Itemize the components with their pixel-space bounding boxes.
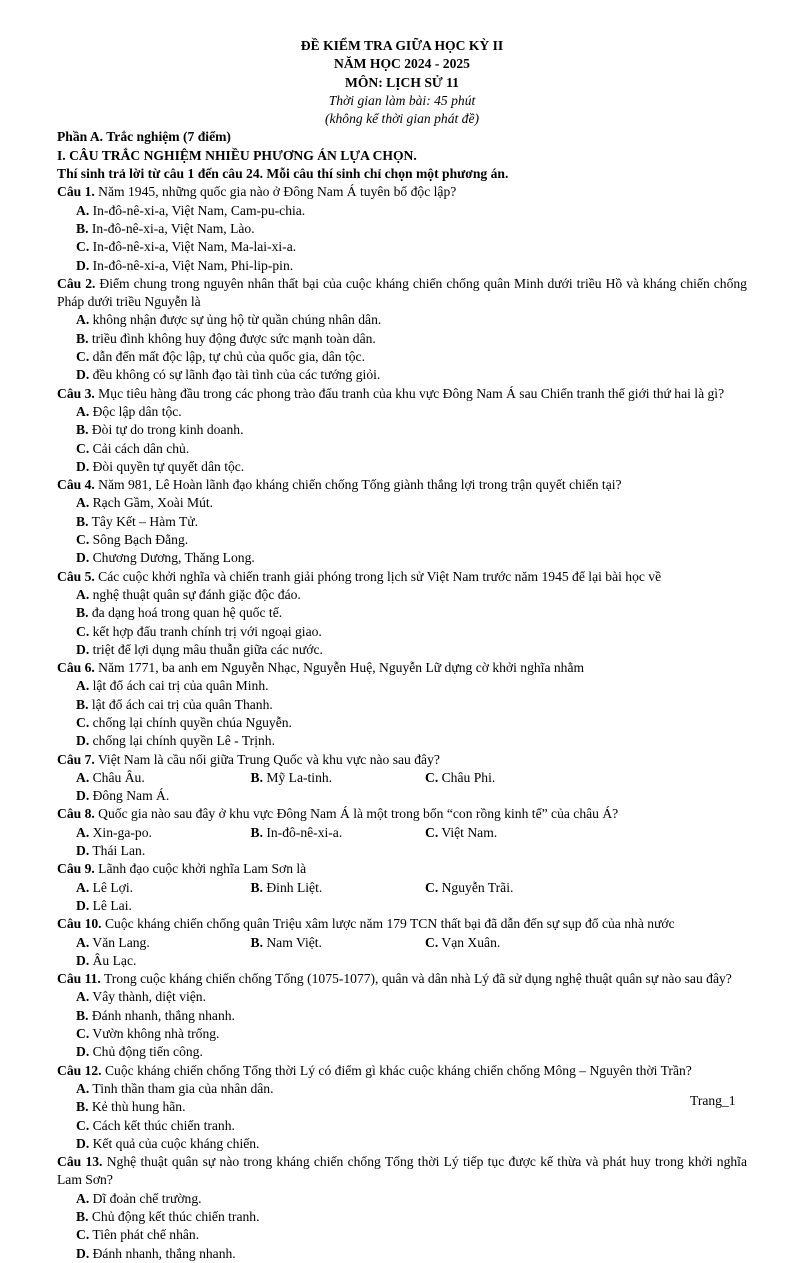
exam-page [57,37,747,1263]
answer-option [76,604,425,622]
option-list [57,1190,747,1263]
question [57,1153,747,1190]
answer-option [76,769,251,787]
option-text: lật đổ ách cai trị của quân Minh. [89,678,269,694]
option-letter: D. [76,257,90,273]
option-letter: B. [76,1209,89,1224]
option-list [57,202,747,275]
answer-option [76,202,425,220]
option-text: Mỹ La-tinh. [262,769,333,785]
option-text: đa dạng hoá trong quan hệ quốc tế. [88,605,283,621]
option-list [57,824,747,861]
option-letter: B. [76,1007,89,1023]
option-letter: A. [76,769,90,785]
answer-option [76,458,425,476]
option-text: Âu Lạc. [89,952,137,968]
answer-option [76,238,425,256]
question-text: Việt Nam là cầu nối giữa Trung Quốc và khu vực nào sau đây? [94,751,440,767]
answer-option [76,787,251,805]
option-text: Rạch Gầm, Xoài Mút. [89,495,214,511]
option-letter: D. [76,1135,90,1151]
answer-option [76,842,251,860]
answer-option [76,330,747,348]
option-text: Châu Phi. [438,769,496,785]
question-text: Các cuộc khởi nghĩa và chiến tranh giải phóng trong lịch sử Việt Nam trước năm 1945 để lại bài học về [94,568,662,584]
option-letter: C. [76,623,90,639]
option-text: Dĩ đoản chế trường. [89,1190,202,1206]
option-letter: A. [76,202,90,218]
answer-option [76,403,425,421]
option-text: không nhận được sự ủng hộ từ quần chúng nhân dân. [89,312,382,328]
answer-option [76,824,251,842]
option-text: Tiên phát chế nhân. [89,1227,200,1243]
question [57,385,747,403]
answer-option [76,1007,425,1025]
answer-option [76,1043,425,1061]
answer-option [425,879,600,897]
answer-option [76,714,425,732]
option-text: Cải cách dân chủ. [89,440,190,456]
option-list [57,494,747,567]
answer-option [76,879,251,897]
option-text: Châu Âu. [89,769,145,785]
option-text: In-đô-nê-xi-a, Việt Nam, Lào. [88,220,255,236]
option-letter: D. [76,641,90,657]
question-number: Câu 3. [57,385,95,401]
answer-option [76,311,747,329]
instruction: Thí sinh trả lời từ câu 1 đến câu 24. Mỗi câu thí sinh chỉ chọn một phương án. [57,166,509,182]
question-number: Câu 1. [57,184,95,200]
question [57,970,747,988]
answer-option [76,1135,425,1153]
question-number: Câu 2. [57,275,96,291]
answer-option [76,549,425,567]
option-letter: A. [76,824,90,840]
option-text: Đánh nhanh, thắng nhanh. [89,1245,236,1261]
option-list [57,988,747,1061]
answer-option [425,824,600,842]
question [57,476,747,494]
option-text: kết hợp đấu tranh chính trị với ngoại giao. [89,623,322,639]
option-letter: D. [76,843,90,859]
exam-header [57,37,747,128]
question [57,805,747,823]
question-number: Câu 13. [57,1154,103,1170]
option-text: Sông Bạch Đằng. [89,532,189,548]
answer-option [425,934,600,952]
option-list [57,934,747,971]
answer-option [76,421,425,439]
option-letter: C. [76,440,90,456]
question-number: Câu 5. [57,568,95,584]
option-text: Cách kết thúc chiến tranh. [89,1117,235,1133]
question-number: Câu 4. [57,477,95,493]
option-text: Lê Lai. [89,897,132,913]
answer-option [76,988,425,1006]
option-text: Tây Kết – Hàm Tử. [88,513,199,529]
option-letter: B. [250,824,263,840]
option-letter: D. [76,1044,90,1060]
question-text: Năm 1945, những quốc gia nào ở Đông Nam Á tuyên bố độc lập? [94,184,457,200]
question [57,751,747,769]
question [57,568,747,586]
question-number: Câu 9. [57,861,95,877]
option-letter: D. [76,367,90,383]
option-list [57,586,747,659]
option-letter: C. [76,349,90,365]
option-letter: C. [76,1117,90,1133]
option-text: dẫn đến mất độc lập, tự chủ của quốc gia, dân tộc. [89,349,365,365]
time-note: (không kể thời gian phát đề) [324,111,480,127]
option-text: Chủ động kết thúc chiến tranh. [88,1209,260,1224]
option-letter: B. [76,1099,89,1115]
option-text: triệt để lợi dụng mâu thuẫn giữa các nước. [89,641,323,657]
question [57,275,747,312]
option-text: In-đô-nê-xi-a, Việt Nam, Phi-lip-pin. [89,257,294,273]
question [57,1062,747,1080]
option-letter: A. [76,934,90,950]
option-text: In-đô-nê-xi-a, Việt Nam, Ma-lai-xi-a. [89,239,297,255]
option-list [57,311,747,384]
answer-option [76,641,425,659]
question-number: Câu 11. [57,971,101,987]
option-letter: D. [76,733,90,749]
option-letter: C. [425,769,439,785]
option-letter: B. [76,330,89,346]
question-number: Câu 10. [57,916,102,932]
answer-option [251,824,426,842]
answer-option [76,348,747,366]
option-letter: A. [76,1080,90,1096]
option-letter: B. [250,934,263,950]
option-text: Thái Lan. [89,843,146,859]
question-text: Quốc gia nào sau đây ở khu vực Đông Nam Á là một trong bốn “con rồng kinh tế” của châu Á? [94,806,619,822]
option-letter: C. [76,714,90,730]
option-letter: B. [76,513,89,529]
answer-option [76,1098,425,1116]
answer-option [76,220,425,238]
option-letter: D. [76,788,90,804]
time-limit: Thời gian làm bài: 45 phút [328,92,476,108]
option-text: Kẻ thù hung hãn. [88,1099,186,1115]
option-letter: C. [425,824,439,840]
option-text: lật đổ ách cai trị của quân Thanh. [88,696,273,712]
answer-option [76,623,425,641]
option-letter: C. [76,239,90,255]
question-text: Mục tiêu hàng đầu trong các phong trào đấu tranh của khu vực Đông Nam Á sau Chiến tranh thế giới thứ hai là gì? [94,385,725,401]
option-letter: B. [76,220,89,236]
question-text: Năm 981, Lê Hoàn lãnh đạo kháng chiến chống Tống giành thắng lợi trong trận quyết chiến tại? [94,477,622,493]
question-number: Câu 7. [57,751,95,767]
answer-option [76,513,425,531]
option-letter: C. [425,934,439,950]
option-text: Vạn Xuân. [438,934,501,950]
option-text: Đánh nhanh, thắng nhanh. [88,1007,235,1023]
school-year: NĂM HỌC 2024 - 2025 [334,56,470,72]
option-letter: B. [250,879,263,895]
question-text: Nghệ thuật quân sự nào trong kháng chiến chống Tống thời Lý tiếp tục được kế thừa và phát huy trong khởi nghĩa Lam Sơn? [57,1154,747,1188]
option-letter: B. [250,769,263,785]
question [57,915,747,933]
option-letter: D. [76,458,90,474]
option-letter: C. [76,532,90,548]
option-text: Đòi quyền tự quyết dân tộc. [89,458,245,474]
question-number: Câu 6. [57,660,95,676]
answer-option [76,586,425,604]
option-text: chống lại chính quyền chúa Nguyễn. [89,714,292,730]
answer-option [76,1025,425,1043]
option-letter: A. [76,495,90,511]
option-text: Tinh thần tham gia của nhân dân. [89,1080,274,1096]
option-letter: B. [76,696,89,712]
question [57,659,747,677]
option-letter: A. [76,403,90,419]
option-letter: C. [76,1227,90,1243]
exam-title: ĐỀ KIỂM TRA GIỮA HỌC KỲ II [300,38,504,53]
question-text: Trong cuộc kháng chiến chống Tống (1075-1077), quân và dân nhà Lý đã sử dụng nghệ thuật quân sự nào sau đây? [100,971,732,987]
answer-option [76,952,251,970]
question [57,183,747,201]
option-text: Đòi tự do trong kinh doanh. [88,422,244,438]
option-letter: A. [76,1190,90,1206]
question-text: Cuộc kháng chiến chống Tống thời Lý có điểm gì khác cuộc kháng chiến chống Mông – Nguyên thời Trần? [101,1062,692,1078]
answer-option [425,769,600,787]
option-text: triều đình không huy động được sức mạnh toàn dân. [88,330,376,346]
option-text: Kết quả của cuộc kháng chiến. [89,1135,260,1151]
answer-option [76,366,747,384]
option-text: Nam Việt. [262,934,322,950]
option-text: Việt Nam. [438,824,498,840]
option-text: Nguyễn Trãi. [438,879,514,895]
answer-option [76,257,425,275]
question [57,860,747,878]
question-text: Cuộc kháng chiến chống quân Triệu xâm lược năm 179 TCN thất bại đã dẫn đến sự sụp đổ của nhà nước [101,916,675,932]
option-letter: A. [76,989,90,1005]
question-list [57,183,747,1263]
answer-option [76,1080,425,1098]
question-number: Câu 12. [57,1062,102,1078]
option-text: Xin-ga-po. [89,824,152,840]
answer-option [76,732,425,750]
answer-option [251,934,426,952]
option-text: đều không có sự lãnh đạo tài tình của các tướng giỏi. [89,367,381,383]
option-list [57,677,747,750]
option-text: Độc lập dân tộc. [89,403,182,419]
option-text: Lê Lợi. [89,879,134,895]
question-text: Năm 1771, ba anh em Nguyễn Nhạc, Nguyễn Huệ, Nguyễn Lữ dựng cờ khởi nghĩa nhằm [94,660,585,676]
option-letter: A. [76,879,90,895]
question-text: Lãnh đạo cuộc khởi nghĩa Lam Sơn là [94,861,307,877]
answer-option [76,1208,425,1226]
option-text: Vây thành, diệt viện. [89,989,207,1005]
option-list [57,879,747,916]
option-list [57,403,747,476]
section-1-heading: I. CÂU TRẮC NGHIỆM NHIỀU PHƯƠNG ÁN LỰA CHỌN. [57,147,417,163]
answer-option [251,769,426,787]
answer-option [76,1190,425,1208]
subject: MÔN: LỊCH SỬ 11 [345,74,459,90]
answer-option [76,897,251,915]
option-letter: C. [76,1026,90,1042]
option-letter: D. [76,952,90,968]
answer-option [76,677,425,695]
option-list [57,769,747,806]
answer-option [76,1117,425,1135]
option-letter: A. [76,678,90,694]
part-a-heading: Phần A. Trắc nghiệm (7 điểm) [57,129,231,145]
option-text: In-đô-nê-xi-a. [262,824,343,840]
question-number: Câu 8. [57,806,95,822]
option-letter: A. [76,586,90,602]
option-text: chống lại chính quyền Lê - Trịnh. [89,733,275,749]
option-letter: B. [76,422,89,438]
answer-option [76,531,425,549]
option-text: Vườn không nhà trống. [89,1026,220,1042]
answer-option [76,696,425,714]
option-text: In-đô-nê-xi-a, Việt Nam, Cam-pu-chia. [89,202,306,218]
option-letter: D. [76,1245,90,1261]
option-letter: B. [76,605,89,621]
option-text: Văn Lang. [89,934,150,950]
option-text: Chủ động tiến công. [89,1044,203,1060]
answer-option [76,934,251,952]
answer-option [76,1226,425,1244]
option-text: nghệ thuật quân sự đánh giặc độc đáo. [89,586,301,602]
page-number: Trang_1 [690,1093,736,1108]
option-letter: D. [76,550,90,566]
answer-option [76,1245,425,1263]
option-text: Đinh Liệt. [262,879,323,895]
option-letter: A. [76,312,90,328]
answer-option [76,494,425,512]
option-text: Chương Dương, Thăng Long. [89,550,255,566]
answer-option [76,440,425,458]
answer-option [251,879,426,897]
option-letter: C. [425,879,439,895]
option-letter: D. [76,897,90,913]
question-text: Điểm chung trong nguyên nhân thất bại của cuộc kháng chiến chống quân Minh dưới triều Hồ và kháng chiến chống Pháp dưới triều Nguyễn là [57,275,747,310]
option-text: Đông Nam Á. [89,788,170,804]
option-list [57,1080,747,1153]
